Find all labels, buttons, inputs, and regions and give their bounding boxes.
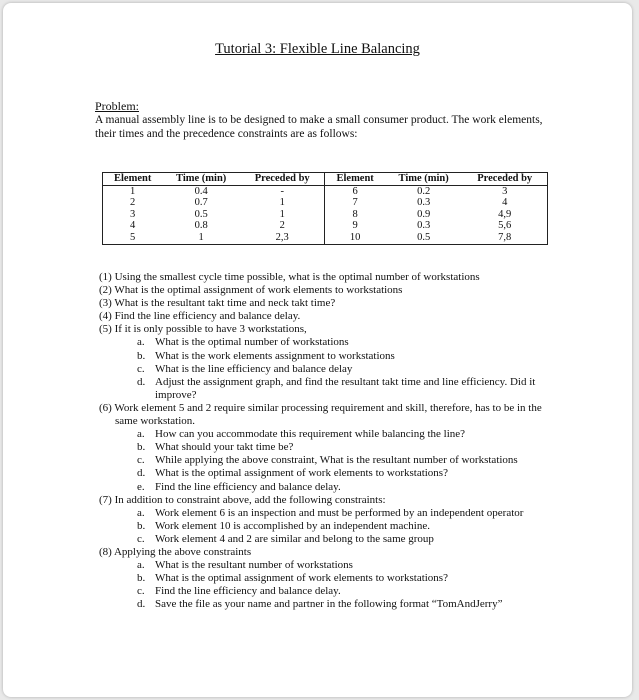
sub-question-text: What is the optimal number of workstations <box>155 336 349 349</box>
table-cell: 0.9 <box>417 208 431 220</box>
table-cell: - <box>240 185 325 197</box>
table-row <box>103 220 548 232</box>
sub-question-item <box>99 520 549 533</box>
table-cell: 3 <box>502 185 508 197</box>
sub-question-text: Find the line efficiency and balance delay. <box>155 585 341 598</box>
table-cell: 8 <box>352 208 358 220</box>
table-row <box>103 185 548 197</box>
sub-question-item <box>99 585 549 598</box>
question-text: (8) Applying the above constraints <box>99 545 252 558</box>
table-cell: 6 <box>352 185 358 197</box>
table-cell: 0.3 <box>417 197 431 209</box>
sub-question-list <box>99 336 549 401</box>
col-header-time-2: Time (min) <box>385 173 463 186</box>
col-header-preceded-2: Preceded by <box>462 173 547 186</box>
sub-question-item <box>99 507 549 520</box>
sub-question-text: What should your takt time be? <box>155 441 294 454</box>
question-text: (3) What is the resultant takt time and neck takt time? <box>99 297 336 310</box>
question-item <box>99 271 549 284</box>
col-header-element-1: Element <box>103 173 163 186</box>
table-cell: 1 <box>130 185 136 197</box>
table-cell: 3 <box>130 208 136 220</box>
sub-question-letter: d. <box>137 598 146 611</box>
sub-question-letter: c. <box>137 454 145 467</box>
col-header-element-2: Element <box>325 173 385 186</box>
table-body <box>103 185 548 244</box>
sub-question-item <box>99 454 549 467</box>
sub-question-text: Work element 4 and 2 are similar and belong to the same group <box>155 532 434 545</box>
document-page <box>3 3 632 697</box>
sub-question-text: While applying the above constraint, What is the resultant number of workstations <box>155 454 518 467</box>
table-cell: 5,6 <box>498 220 512 232</box>
sub-question-text: What is the optimal assignment of work elements to workstations? <box>155 572 448 585</box>
question-item <box>99 402 549 494</box>
table-cell: 1 <box>240 209 325 221</box>
question-list <box>99 271 549 611</box>
table-cell: 4 <box>502 197 508 209</box>
sub-question-text: Adjust the assignment graph, and find the resultant takt time and line efficiency. Did it improve? <box>155 375 536 401</box>
table-cell: 4,9 <box>498 208 512 220</box>
sub-question-item <box>99 363 549 376</box>
table-cell: 0.7 <box>194 197 208 209</box>
table-cell: 0.5 <box>194 208 208 220</box>
table-row <box>103 209 548 221</box>
table-cell: 10 <box>349 231 361 243</box>
sub-question-letter: b. <box>137 519 146 532</box>
table-cell: 0.3 <box>417 220 431 232</box>
page-title: Tutorial 3: Flexible Line Balancing <box>215 41 420 57</box>
sub-question-letter: c. <box>137 585 145 598</box>
problem-heading: Problem: <box>95 99 139 113</box>
sub-question-item <box>99 572 549 585</box>
sub-question-text: What is the resultant number of workstations <box>155 559 353 572</box>
table-header-row <box>103 173 548 186</box>
sub-question-letter: d. <box>137 467 146 480</box>
sub-question-letter: d. <box>137 375 146 388</box>
question-text: (7) In addition to constraint above, add the following constraints: <box>99 493 386 506</box>
sub-question-item <box>99 559 549 572</box>
col-header-preceded-1: Preceded by <box>240 173 325 186</box>
question-text: (6) Work element 5 and 2 require similar processing requirement and skill, therefore, has to be in the same workstation. <box>99 401 542 428</box>
sub-question-list <box>99 428 549 493</box>
sub-question-list <box>99 559 549 611</box>
table-cell: 2 <box>240 220 325 232</box>
table-cell: 1 <box>240 197 325 209</box>
table-cell: 5 <box>130 231 136 243</box>
sub-question-letter: a. <box>137 428 145 441</box>
col-header-time-1: Time (min) <box>162 173 240 186</box>
sub-question-text: Save the file as your name and partner in the following format “TomAndJerry” <box>155 598 503 611</box>
table-cell: 7 <box>352 197 358 209</box>
table-cell: 9 <box>352 220 358 232</box>
table-cell: 2 <box>130 197 136 209</box>
question-item <box>99 284 549 297</box>
table-cell: 0.4 <box>194 185 208 197</box>
table-row <box>103 197 548 209</box>
question-text: (4) Find the line efficiency and balance delay. <box>99 310 301 323</box>
question-item <box>99 546 549 611</box>
sub-question-letter: a. <box>137 336 145 349</box>
sub-question-text: What is the work elements assignment to workstations <box>155 349 395 362</box>
sub-question-item <box>99 533 549 546</box>
question-item <box>99 323 549 402</box>
question-text: (5) If it is only possible to have 3 workstations, <box>99 323 307 336</box>
sub-question-text: Work element 6 is an inspection and must be performed by an independent operator <box>155 506 524 519</box>
sub-question-item <box>99 350 549 363</box>
sub-question-item <box>99 336 549 349</box>
sub-question-item <box>99 441 549 454</box>
sub-question-letter: a. <box>137 506 145 519</box>
sub-question-item <box>99 467 549 480</box>
sub-question-letter: a. <box>137 559 145 572</box>
question-text: (2) What is the optimal assignment of work elements to workstations <box>99 284 403 297</box>
work-elements-table <box>102 172 548 245</box>
table-row <box>103 232 548 244</box>
sub-question-text: Find the line efficiency and balance delay. <box>155 480 341 493</box>
table-cell: 2,3 <box>240 232 325 244</box>
sub-question-item <box>99 376 549 402</box>
sub-question-letter: c. <box>137 532 145 545</box>
table-cell: 7,8 <box>498 231 512 243</box>
question-item <box>99 310 549 323</box>
question-item <box>99 297 549 310</box>
sub-question-list <box>99 507 549 546</box>
sub-question-item <box>99 428 549 441</box>
sub-question-text: Work element 10 is accomplished by an independent machine. <box>155 519 430 532</box>
table-cell: 1 <box>198 231 204 243</box>
table-cell: 0.5 <box>417 231 431 243</box>
question-text: (1) Using the smallest cycle time possible, what is the optimal number of workstations <box>99 271 480 283</box>
sub-question-letter: e. <box>137 480 145 493</box>
sub-question-text: How can you accommodate this requirement while balancing the line? <box>155 428 466 441</box>
sub-question-letter: b. <box>137 349 146 362</box>
sub-question-item <box>99 598 549 611</box>
sub-question-letter: b. <box>137 441 146 454</box>
sub-question-text: What is the line efficiency and balance delay <box>155 362 353 375</box>
table-cell: 0.8 <box>194 220 208 232</box>
sub-question-letter: b. <box>137 572 146 585</box>
sub-question-letter: c. <box>137 362 145 375</box>
table-cell: 4 <box>130 220 136 232</box>
sub-question-text: What is the optimal assignment of work elements to workstations? <box>155 467 448 480</box>
table-cell: 0.2 <box>417 185 431 197</box>
problem-intro: A manual assembly line is to be designed to make a small consumer product. The work elements, their times and the precedence constraints are as follows: <box>95 114 543 140</box>
sub-question-item <box>99 481 549 494</box>
question-item <box>99 494 549 546</box>
